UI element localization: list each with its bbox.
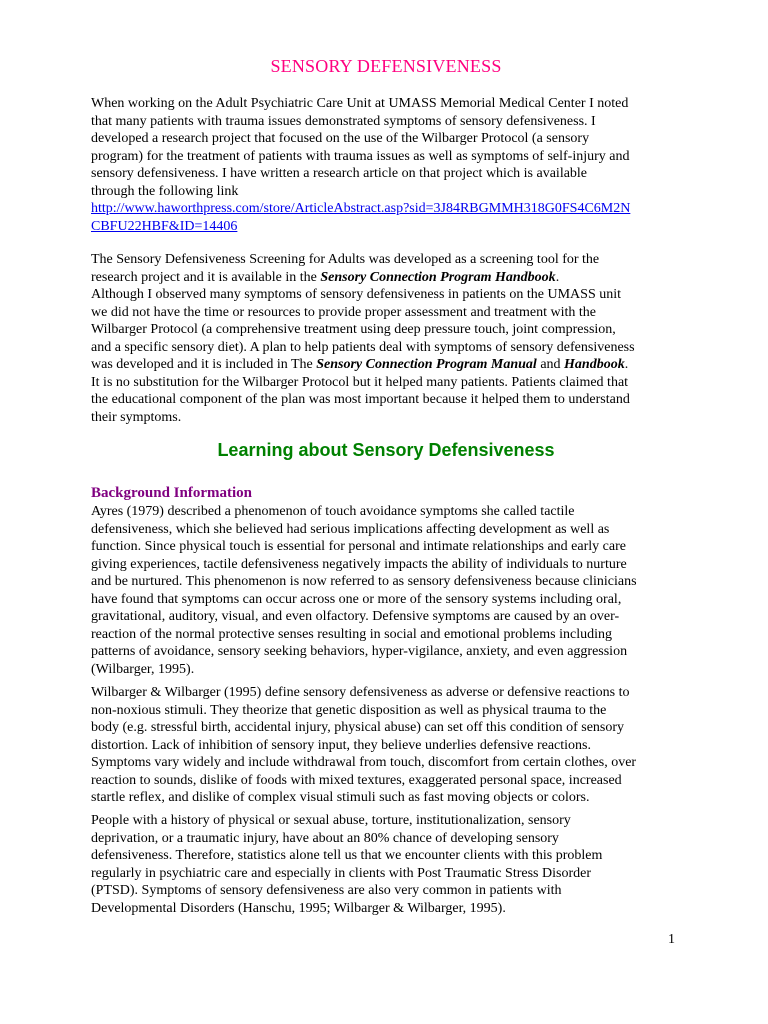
article-link-line-2[interactable]: CBFU22HBF&ID=14406 (91, 218, 238, 234)
text-line: Wilbarger & Wilbarger (1995) define sensory defensiveness as adverse or defensive reactions to (91, 685, 630, 700)
page-number: 1 (668, 932, 675, 947)
text-line: reaction of the normal protective senses resulting in social and emotional problems including (91, 626, 612, 642)
article-link-line-1[interactable]: http://www.haworthpress.com/store/ArticleAbstract.asp?sid=3J84RBGMMH318G0FS4C6M2N (91, 201, 631, 216)
text-line: that many patients with trauma issues demonstrated symptoms of sensory defensiveness. I (91, 113, 596, 129)
text-line: non-noxious stimuli. They theorize that genetic disposition as well as physical trauma to the (91, 702, 607, 718)
text-line: startle reflex, and dislike of complex visual stimuli such as fast moving objects or colors. (91, 790, 590, 805)
text-line: through the following link (91, 183, 239, 199)
text-line: their symptoms. (91, 409, 182, 425)
text-run: was developed and it is included in The (91, 357, 317, 372)
text-line: program) for the treatment of patients with trauma issues as well as symptoms of self-injury and (91, 148, 630, 164)
text-line: The Sensory Defensiveness Screening for Adults was developed as a screening tool for the (91, 252, 600, 267)
text-line: Although I observed many symptoms of sensory defensiveness in patients on the UMASS unit (91, 287, 622, 302)
text-line: and a specific sensory diet). A plan to help patients deal with symptoms of sensory defensiveness (91, 339, 635, 355)
text-line: gravitational, auditory, visual, and even olfactory. Defensive symptoms are caused by an over- (91, 609, 620, 624)
ayres-paragraph (91, 503, 681, 678)
text-line: function. Since physical touch is essential for personal and intimate relationships and early care (91, 539, 626, 554)
text-line: sensory defensiveness. I have written a research article on that project which is available (91, 166, 588, 181)
section-heading: Learning about Sensory Defensiveness (217, 440, 555, 460)
text-line: distortion. Lack of inhibition of sensory input, they believe underlies defensive reactions. (91, 737, 591, 753)
manual-title: Sensory Connection Program Manual (316, 357, 537, 372)
text-line: People with a history of physical or sexual abuse, torture, institutionalization, sensory (91, 813, 571, 828)
text-run: and (536, 357, 565, 372)
text-run: . (555, 269, 560, 285)
history-paragraph (91, 812, 681, 917)
text-line: body (e.g. stressful birth, accidental injury, physical abuse) can set off this condition of sensory (91, 720, 625, 735)
screening-paragraph (91, 251, 681, 426)
text-line: defensiveness. Therefore, statistics alone tell us that we encounter clients with this problem (91, 848, 603, 863)
text-line (91, 269, 681, 287)
text-line: Wilbarger Protocol (a comprehensive treatment using deep pressure touch, joint compression, (91, 322, 616, 337)
text-line: have found that symptoms can occur across one or more of the sensory systems including oral, (91, 591, 622, 607)
text-line: and be nurtured. This phenomenon is now referred to as sensory defensiveness because clinicians (91, 574, 637, 589)
text-run: research project and it is available in the (91, 269, 321, 285)
text-line: deprivation, or a traumatic injury, have about an 80% chance of developing sensory (91, 830, 559, 846)
text-line: we did not have the time or resources to provide proper assessment and treatment with the (91, 304, 597, 320)
text-line: When working on the Adult Psychiatric Care Unit at UMASS Memorial Medical Center I noted (91, 96, 629, 111)
text-run: . (624, 357, 629, 372)
text-line: giving experiences, tactile defensiveness negatively impacts the ability of individuals to nurture (91, 556, 627, 572)
text-line: Ayres (1979) described a phenomenon of touch avoidance symptoms she called tactile (91, 504, 575, 519)
text-line (91, 356, 681, 374)
sub-heading: Background Information (91, 485, 253, 501)
document-title: SENSORY DEFENSIVENESS (270, 56, 502, 76)
article-link[interactable] (91, 200, 681, 218)
text-line: defensiveness, which she believed had serious implications affecting development as well as (91, 521, 610, 537)
wilbarger-paragraph (91, 684, 681, 807)
article-link-continued[interactable] (91, 218, 681, 236)
handbook-title: Sensory Connection Program Handbook (320, 269, 556, 285)
text-line: regularly in psychiatric care and especially in clients with Post Traumatic Stress Disorder (91, 865, 591, 881)
text-line: Symptoms vary widely and include withdrawal from touch, discomfort from certain clothes, over (91, 755, 637, 770)
text-line: reaction to sounds, dislike of foods with mixed textures, exaggerated personal space, increased (91, 772, 622, 788)
text-line: (Wilbarger, 1995). (91, 661, 195, 677)
text-line: the educational component of the plan was most important because it helped them to understand (91, 392, 630, 407)
handbook-title-short: Handbook (564, 357, 625, 372)
text-line: developed a research project that focused on the use of the Wilbarger Protocol (a sensory (91, 131, 590, 146)
text-line: It is no substitution for the Wilbarger Protocol but it helped many patients. Patients claimed that (91, 374, 629, 390)
text-line: Developmental Disorders (Hanschu, 1995; Wilbarger & Wilbarger, 1995). (91, 900, 506, 916)
text-line: patterns of avoidance, sensory seeking behaviors, hyper-vigilance, anxiety, and even aggression (91, 644, 628, 659)
intro-paragraph (91, 95, 681, 235)
text-line: (PTSD). Symptoms of sensory defensiveness are also very common in patients with (91, 883, 562, 898)
